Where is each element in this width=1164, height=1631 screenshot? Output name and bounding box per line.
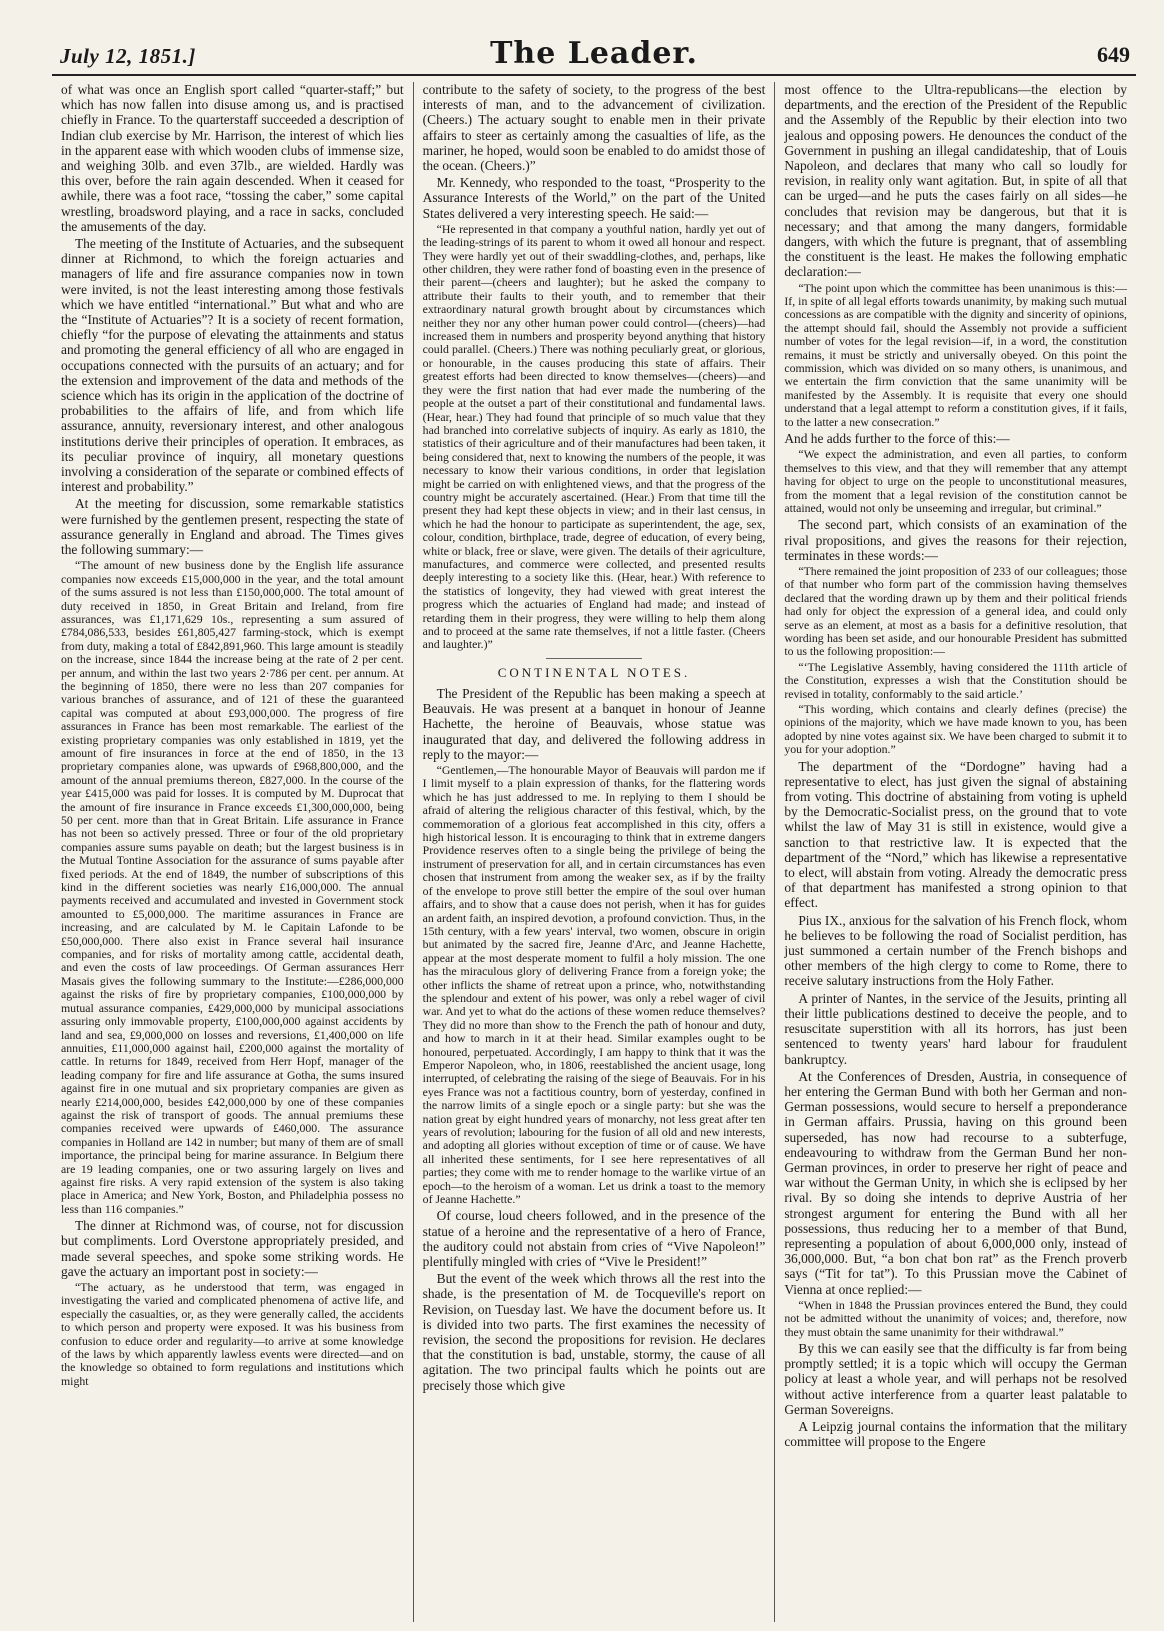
paragraph: The meeting of the Institute of Actuaries, and the subsequent dinner at Richmond, to which the foreign actuaries and managers of life and fire assurance companies now in town were invited, is not the least interesting among those festivals which we have entitled “international.” But what and who are the “Institute of Actuaries”? It is a society of recent formation, chiefly “for the purpose of elevating the attainments and status and promoting the general efficiency of all who are engaged in occupations connected with the pursuits of an actuary; and for the extension and improvement of the data and methods of the science which has its origin in the application of the doctrine of probabilities to the affairs of life, and from which life assurance, annuity, reversionary interest, and other analogous institutions derive their principles of operation. It embraces, as its peculiar province of inquiry, all monetary questions involving a consideration of the separate or combined effects of interest and probability.” (61, 236, 404, 495)
masthead (52, 18, 1136, 76)
paragraph: But the event of the week which throws all the rest into the shade, is the presentation of M. de Tocqueville's report on Revision, on Tuesday last. We have the document before us. It is divided into two parts. The first examines the necessity of revision, the second the propositions for revision. He declares that the constitution is bad, unstable, stormy, the cause of all agitation. The two principal faults which he points out are precisely those which give (422, 1271, 766, 1393)
paragraph: Mr. Kennedy, who responded to the toast, “Prosperity to the Assurance Interests of the World,” on the part of the United States delivered a very interesting speech. He said:— (422, 175, 766, 221)
section-divider (546, 658, 642, 659)
quoted-paragraph: “He represented in that company a youthful nation, hardly yet out of the leading-strings of its parent to whom it owed all honour and respect. They were hardly yet out of their swaddling-clothes, and, perhaps, like other children, they were rather fond of boasting even in the presence of their parent—(cheers and laughter); but he asked the company to attribute their faults to their youth, and to remember that their extraordinary natural growth brought about by circumstances which neither they nor any other human power could control—(cheers)—had increased them in numbers and prosperity beyond anything that history could parallel. (Cheers.) There was nothing peculiarly great, or glorious, or honourable, in the causes producing this state of affairs. Their greatest efforts had been directed to know themselves—(cheers)—and they were the first nation that had ever made the numbering of the people at the outset a part of their constitutional and fundamental laws. (Hear, hear.) They had found that principle of so much value that they had branched into correlative subjects of inquiry. As early as 1810, the statistics of their agriculture and of their manufactures had been taken, it being considered that, next to knowing the numbers of the people, it was necessary to know their various conditions, in order that legislation might be carried on with enlightened views, and that the progress of the country might be accurately ascertained. (Hear.) From that time till the present they had kept these objects in view; and in their last census, in which he had the honour to participate as superintendent, the age, sex, colour, condition, birthplace, trade, degree of education, of every being, white or black, free or slave, were given. The details of their agriculture, manufactures, and commerce were collected, and presented results deeply interesting to a society like this. (Hear, hear.) With reference to the statistics of longevity, they had viewed with great interest the progress which the actuaries of England had made; and instead of retarding them in their progress, they were willing to help them along and to proceed at the same rate themselves, if not a little faster. (Cheers and laughter.)” (422, 221, 766, 652)
page-number: 649 (1097, 42, 1130, 67)
section-heading: CONTINENTAL NOTES. (497, 664, 691, 680)
paragraph: of what was once an English sport called “quarter-staff;” but which has now fallen into disuse among us, and is practised chiefly in France. To the quarterstaff succeeded a description of Indian club exercise by Mr. Harrison, the interest of which lies in the apparent ease with which wooden clubs of immense size, and weighing 30lb. and even 37lb., are wielded. Hardly was this over, before the rain again descended. When it ceased for awhile, there was a foot race, “tossing the caber,” some capital wrestling, broadsword playing, and a race in sacks, concluded the amusements of the day. (61, 82, 404, 234)
paragraph: By this we can easily see that the difficulty is far from being promptly settled; it is a topic which will occupy the German policy at least a whole year, and will perhaps not be resolved without active interference from a quarter least palatable to German Sovereigns. (784, 1340, 1128, 1417)
paragraph: And he adds further to the force of this:— (784, 431, 1010, 447)
paragraph: At the Conferences of Dresden, Austria, in consequence of her entering the German Bund with both her German and non-German possessions, would secure to herself a preponderance in German affairs. Prussia, having on this ground been superseded, has now had recourse to a subterfuge, endeavouring to withdraw from the German Bund her non-German provinces, in order to preserve her right of peace and war without the German Unity, in which she is eclipsed by her rival. By so doing she intends to deprive Austria of her strongest argument for entering the Bund with all her possessions, thus reducing her to a member of that Bund, representing a population of about 6,000,000 only, instead of 36,000,000. But, “a bon chat bon rat” as the French proverb says (“Tit for tat”). To this Prussian move the Cabinet of Vienna at once replied:— (784, 1068, 1128, 1297)
paragraph: Of course, loud cheers followed, and in the presence of the statue of a heroine and the representative of a hero of France, the auditory could not abstain from cries of “Vive Napoleon!” plentifully mingled with cries of “Vive le President!” (422, 1208, 766, 1270)
issue-date: July 12, 1851.] (60, 44, 196, 68)
text-columns (52, 82, 1136, 1622)
paragraph: At the meeting for discussion, some remarkable statistics were furnished by the gentlemen present, respecting the state of assurance generally in England and abroad. The Times gives the following summary:— (61, 496, 404, 558)
quoted-paragraph: “The amount of new business done by the English life assurance companies now exceeds £15,000,000 in the year, and the total amount of the sums assured is not less than £150,000,000. The total amount of duty received in 1850, in Great Britain and Ireland, from fire assurances, was £1,171,629 10s., representing a sum assured of £784,086,533, besides £61,805,427 farming-stock, which is exempt from duty, making a total of £842,891,960. This large amount is steadily on the increase, since 1844 the increase being at the rate of 2 per cent. per annum, and within the last two years 2·786 per cent. per annum. At the beginning of 1850, there were no less than 207 companies for various branches of assurance, and of 121 of these the guaranteed capital was computed at about £93,000,000. The progress of fire assurances in France has been most remarkable. The earliest of the existing proprietary companies was only established in 1819, yet the amount of fire insurances in force at the end of 1850, in the 13 proprietary companies alone, was upwards of £968,800,000, and the amount of the annual premiums thereon, £827,000. In the course of the year £415,000 was paid for losses. It is computed by M. Duprocat that the amount of fire insurance in France exceeds £1,300,000,000, being 50 per cent. more than that in Great Britain. Life assurance in France has not been so actively pressed. Three or four of the old proprietary companies assure sums payable on death; but the largest business is in the Mutual Tontine Association for the assurance of sums payable after fixed periods. At the end of 1849, the number of subscriptions of this kind in the different societies was nearly £16,000,000. The annual payments received and accumulated and invested in Government stock amounted to £5,000,000. The maritime assurances in France are increasing, and are calculated by M. le Capitain Lafonde to be £50,000,000. There also exist in France several hail insurance companies, and for risks of mortality among cattle, accidental death, and even the costs of law proceedings. Of German assurances Herr Masais gives the following summary to the Institute:—£286,000,000 against the risks of fire by proprietary companies, £100,000,000 by mutual assurance companies, £429,000,000 by municipal associations assuring only immovable property, £100,000,000 against accidents by land and sea, £9,000,000 on losses and reversions, £1,400,000 on life annuities, £11,000,000 against hail, £200,000 against the mortality of cattle. In returns for 1849, received from Herr Hopf, manager of the leading company for fire and life assurance at Gotha, the sums insured against fire in one mutual and six proprietary companies are given as nearly £214,000,000, besides £42,000,000 by one of these companies against the risk of transport of goods. The annual premiums these companies received were upwards of £460,000. The assurance companies in Holland are 142 in number; but many of them are of small importance, the principal being for marine assurance. In Belgium there are 19 leading companies, one or two assuring largely on lives and against fire risks. A very rapid extension of the system is also taking place in America; and New York, Boston, and Philadelphia possess no less than 116 companies.” (61, 558, 404, 1216)
paragraph: Pius IX., anxious for the salvation of his French flock, whom he believes to be following the road of Socialist perdition, has just summoned a certain number of the French bishops and other members of the high clergy to come to Rome, there to receive salutary instructions from the Holy Father. (784, 912, 1128, 989)
quoted-paragraph: “We expect the administration, and even all parties, to conform themselves to this view, and that they will remember that any attempt having for object to urge on the people to unconstitutional measures, from the moment that a legal revision of the constitution cannot be attained, would not only be unseeming and irregular, but criminal.” (784, 447, 1128, 515)
paragraph: The department of the “Dordogne” having had a representative to elect, has just given the signal of abstaining from voting. This doctrine of abstaining from voting is upheld by the Democratic-Socialist press, on the ground that to vote whilst the law of May 31 is still in existence, would give a sanction to that restrictive law. It is expected that the department of the “Nord,” which has likewise a representative to elect, will abstain from voting. Already the democratic press of that department has manifested a strong opinion to that effect. (784, 758, 1128, 911)
quoted-paragraph: “When in 1848 the Prussian provinces entered the Bund, they could not be admitted without the unanimity of voices; and, therefore, now they must obtain the same unanimity for their withdrawal.” (784, 1297, 1128, 1339)
paragraph: The President of the Republic has been making a speech at Beauvais. He was present at a banquet in honour of Jeanne Hachette, the heroine of Beauvais, whose statue was inaugurated that day, and delivered the following address in reply to the mayor:— (422, 686, 766, 762)
column-right (774, 82, 1136, 1622)
column-left (52, 82, 413, 1622)
column-middle (413, 82, 775, 1622)
paragraph: most offence to the Ultra-republicans—the election by departments, and the erection of the President of the Republic and the Assembly of the Republic by their election into two jealous and opposing powers. He denounces the conduct of the Government in pushing an illegal candidateship, that of Louis Napoleon, and declares that many who call so loudly for revision, in reality only want agitation. But, in spite of all that can be urged—and he puts the cases fairly on all sides—he concludes that revision may be dangerous, but that it is necessary; and that among the many dangers, formidable dangers, with which the future is pregnant, that of assembling the constituent is the least. He makes the following emphatic declaration:— (784, 82, 1128, 280)
quoted-paragraph: “There remained the joint proposition of 233 of our colleagues; those of that number who form part of the commission having themselves declared that the wording drawn up by them and their political friends had only for object the expression of a general idea, and could only serve as an element, at most as a basis for a definitive resolution, that wording has been set aside, and our honourable President has submitted to us the following proposition:— (784, 563, 1128, 659)
paragraph: A Leipzig journal contains the information that the military committee will propose to the Engere (784, 1418, 1128, 1450)
quoted-paragraph: “Gentlemen,—The honourable Mayor of Beauvais will pardon me if I limit myself to a plain expression of thanks, for the flattering words which he has just addressed to me. In replying to them I should be afraid of altering the religious character of this festival, which, by the commemoration of a glorious feat accomplished in this city, offers a high historical lesson. It is encouraging to think that in extreme dangers Providence reserves often to a single being the privilege of being the instrument of preservation for all, and in certain circumstances has even chosen that instrument from among the weaker sex, as if by the frailty of the envelope to prove still better the empire of the soul over human affairs, and to show that a cause does not perish, when it has for guides an ardent faith, an inspired devotion, a profound conviction. Thus, in the 15th century, with a few years' interval, two women, obscure in origin but animated by the sacred fire, Jeanne d'Arc, and Jeanne Hachette, appear at the most desperate moment to fulfil a holy mission. The one has the miraculous glory of delivering France from a foreign yoke; the other inflicts the shame of retreat upon a prince, who, notwithstanding the splendour and extent of his power, was only a rebel wager of civil war. And yet to what do the actions of these women reduce themselves? They did no more than show to the French the path of honour and duty, and how to march in it at their head. Similar examples ought to be honoured, perpetuated. Accordingly, I am happy to think that it was the Emperor Napoleon, who, in 1806, reestablished the ancient usage, long interrupted, of celebrating the raising of the siege of Beauvais. For in his eyes France was not a factitious country, born of yesterday, confined in the narrow limits of a single epoch or a single party: but she was the nation great by eight hundred years of monarchy, not less great after ten years of revolution; labouring for the fusion of all old and new interests, and adopting all glories without exception of time or of cause. We have all inherited these sentiments, for I see here representatives of all parties; they come with me to render homage to the warlike virtue of an epoch—to the heroism of a woman. Let us drink a toast to the memory of Jeanne Hachette.” (422, 763, 766, 1207)
quoted-paragraph: “This wording, which contains and clearly defines (precise) the opinions of the majority, which we have made known to you, has been adopted by nine votes against six. We have been charged to submit it to you for your adoption.” (784, 702, 1128, 757)
quoted-paragraph: “The point upon which the committee has been unanimous is this:—If, in spite of all legal efforts towards unanimity, by making such mutual concessions as are compatible with the dignity and sincerity of opinions, the attempt should fail, should the Assembly not provide a sufficient number of votes for the legal revision—if, in a word, the constitution remains, it must be strictly and universally obeyed. On this point the commission, which was divided on so many others, is unanimous, and we entertain the firm conviction that the same unanimity will be manifested by the Assembly. It is requisite that every one should understand that a legal attempt to reform a constitution gives, if it fails, to the latter a new consecration.” (784, 280, 1128, 429)
paragraph: A printer of Nantes, in the service of the Jesuits, printing all their little publications destined to deceive the people, and to resuscitate superstition with all its horrors, has just been sentenced to twenty years' hard labour for fraudulent bankruptcy. (784, 990, 1128, 1067)
paragraph: The dinner at Richmond was, of course, not for discussion but compliments. Lord Overstone appropriately presided, and made several speeches, and spoke some striking words. He gave the actuary an important post in society:— (61, 1218, 404, 1279)
paragraph: contribute to the safety of society, to the progress of the best interests of man, and to the advancement of civilization. (Cheers.) The actuary sought to enable men in their private affairs to steer as certainly among the casualties of life, as the mariner, he hoped, would soon be enabled to do amidst those of the ocean. (Cheers.)” (422, 82, 766, 174)
quoted-paragraph: “The actuary, as he understood that term, was engaged in investigating the varied and complicated phenomena of active life, and especially the casualties, or, as they were generally called, the accidents to which person and property were exposed. It was his business from confusion to educe order and regularity—to arrive at some knowledge of the laws by which apparently lawless events were directed—and on the knowledge so obtained to form regulations and institutions which might (61, 1280, 404, 1388)
quoted-paragraph: “‘The Legislative Assembly, having considered the 111th article of the Constitution, expresses a wish that the Constitution should be revised in totality, conformably to the said article.’ (784, 659, 1128, 701)
paragraph: The second part, which consists of an examination of the rival propositions, and gives the reasons for their rejection, terminates in these words:— (784, 517, 1128, 563)
newspaper-title: The Leader. (490, 36, 698, 71)
